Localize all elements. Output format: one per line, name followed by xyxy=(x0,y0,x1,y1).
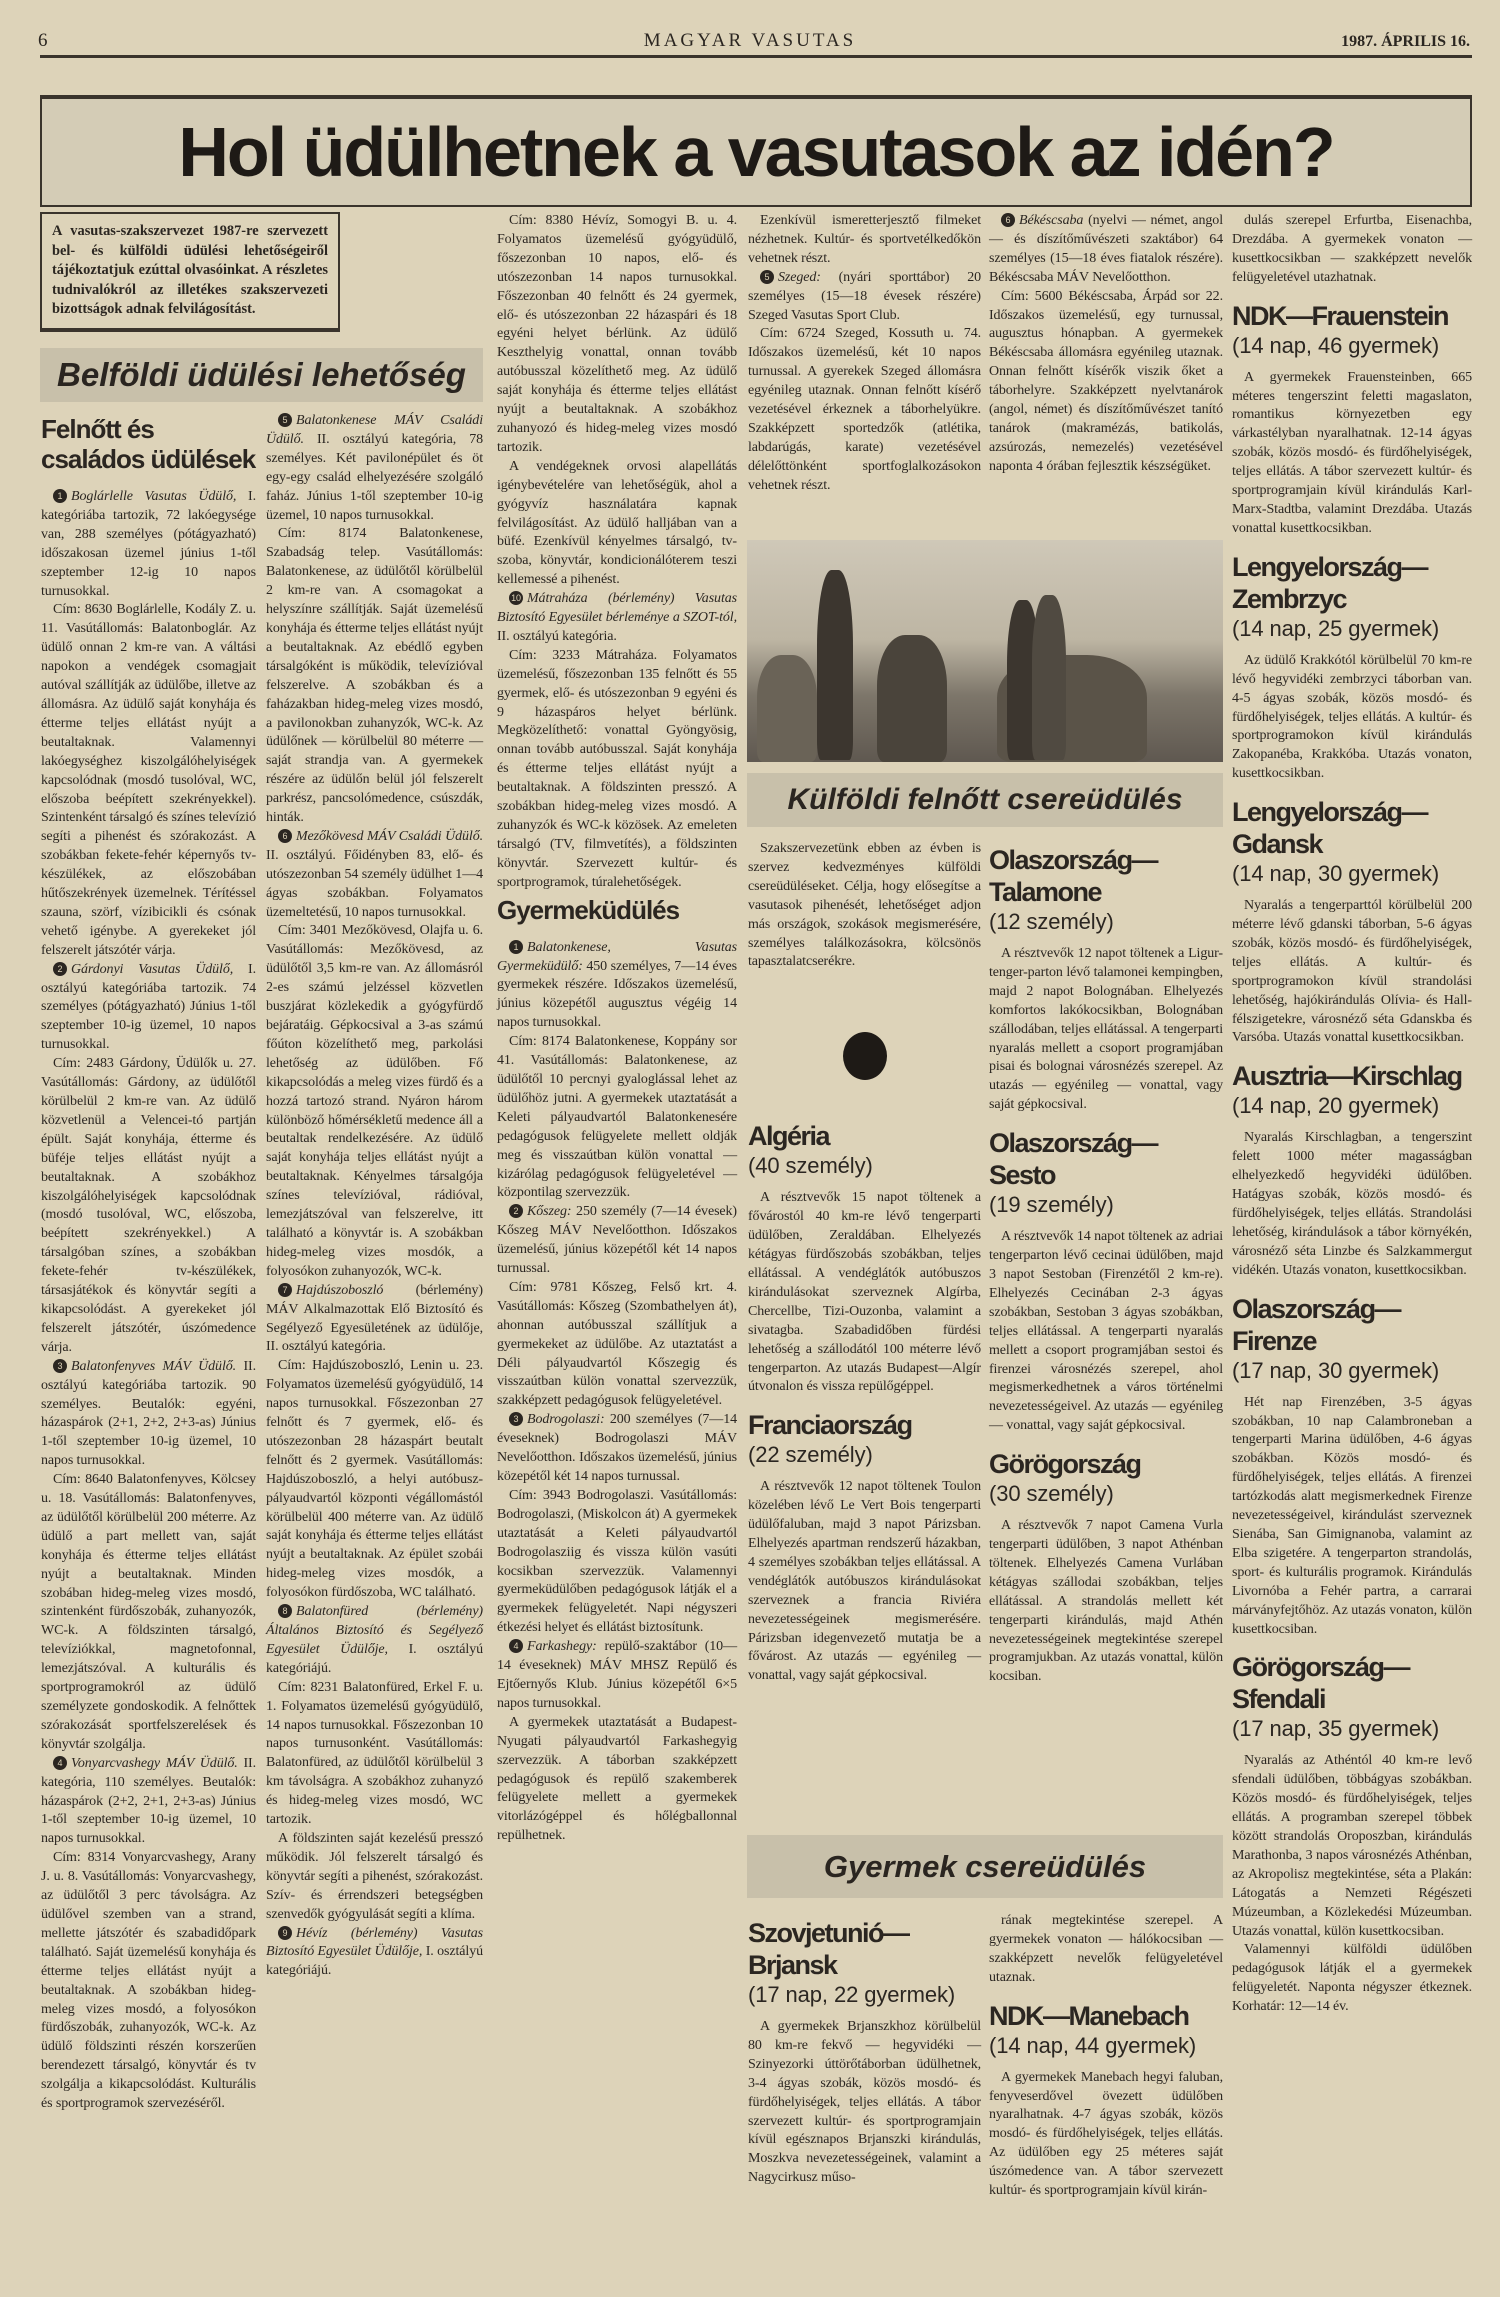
numbered-entry xyxy=(41,961,256,1056)
entry-text: 200 személyes (7—14 éveseknek) Bodrogolaszi MÁV Nevelőotthon. Időszakos üzemelésű, június közepétől két 14 napos turnussal. xyxy=(497,1412,737,1484)
paragraph: Cím: 2483 Gárdony, Üdülők u. 27. Vasútállomás: Gárdony, az üdülőtől körülbelül 2 km-re van. Az üdülő közvetlenül a Velencei-tó partján épült. Saját konyhája, étterme és büféje teljes ellátást nyújt a beutaltaknak. A szobákhoz kiszolgálóhelyiségek kapcsolódnak (mosdó tusolóval, WC, előszoba, beépített szekrényekkel.) A társalgóban színes, a szobákban fekete-fehér tv-készülékek, társasjátékok és könyvtár segíti a kikapcsolódást. A gyerekeket jól felszerelt játszótér, úszómedence várja. xyxy=(41,1056,256,1355)
paragraph: Nyaralás az Athéntól 40 km-re levő sfendali üdülőben, többágyas szobákban. Közös mosdó- és fürdőhelyiségek, teljes ellátás. A programban szerepel többek között strandolás Oroposzban, kirándulás Marathonba, 3 napos városnézés Athénban, az Akropolisz megtekintése, séta a Plakán: Látogatás a Nemzeti Régészeti Múzeumban, a Közlekedési Múzeumban. Utazás vonattal, külön kusettkocsiban. xyxy=(1232,1753,1472,1939)
destination-subtitle: (14 nap, 44 gyermek) xyxy=(989,2032,1197,2058)
number-badge-icon: 3 xyxy=(53,1359,67,1373)
destination-title: Görögország—Sfendali xyxy=(1232,1652,1410,1715)
numbered-entry xyxy=(266,1282,483,1358)
entry-text: repülő-szaktábor (10—14 éveseknek) MÁV MHSZ Repülő és Ejtőernyős Klub. Június közepétől 6×5 napos turnusokkal. xyxy=(497,1639,737,1711)
entry-name: Mezőkövesd MÁV Családi Üdülő. xyxy=(296,828,483,844)
newspaper-name: MAGYAR VASUTAS xyxy=(643,30,857,51)
destination-title: NDK—Manebach xyxy=(989,2000,1189,2031)
numbered-entry xyxy=(497,1411,737,1487)
paragraph: Nyaralás a tengerparttól körülbelül 200 méterre lévő gdanski táborban, 5-6 ágyas szobák, közös mosdó- és fürdőhelyiségek, teljes ellátás. A kultúr- és sportprogramokon kívül strandolási lehetőség, hajókirándulás Olívia- és Hall-félszigetekre, városnéző séta Gdanskba és Varsóba. Utazás vonattal kusettkocsikban. xyxy=(1232,898,1472,1046)
entry-text: I. osztályú kategóriájú. xyxy=(266,1641,483,1676)
paragraph: Cím: 8630 Boglárlelle, Kodály Z. u. 11. Vasútállomás: Balatonboglár. Az üdülő onnan 2 km-re van. A váltási napokon a vendégek csomagjait autóval szállítják az üdülőbe, illetve az állomásra. Az üdülő saját konyhája és étterme teljes ellátást nyújt a beutaltaknak. Valamennyi lakóegységhez kiszolgálóhelyiségek kapcsolódnak (mosdó tusolóval, WC, előszoba beépített szekrényekkel). Szintenként társalgó és színes televízió segíti a pihenést és szórakozást. A szobákban fekete-fehér képernyős tv-készülékek, az előszobában hűtőszekrények üzemelnek. Térítéssel szauna, szörf, vízibicikli és csónak vehető igénybe. A gyerekeket jól felszerelt játszótér várja. xyxy=(41,602,256,958)
number-badge-icon: 10 xyxy=(509,591,523,605)
number-badge-icon: 1 xyxy=(53,489,67,503)
number-badge-icon: 8 xyxy=(278,1604,292,1618)
numbered-entry xyxy=(989,212,1223,288)
entry-text: I. kategóriába tartozik, 72 lakóegysége van, 288 személyes (pótágyazható) időszakosan üzemel június 1-től szeptember 12-ig 10 napos turnusokkal. xyxy=(41,489,256,599)
destination-title: Olaszország— Talamone xyxy=(989,845,1158,907)
entry-text: II. osztályú kategória. xyxy=(497,628,617,644)
destination-title: Olaszország—Firenze xyxy=(1232,1293,1401,1356)
number-badge-icon: 6 xyxy=(1001,213,1015,227)
entry-name: Balatonkenese MÁV Családi Üdülő. xyxy=(266,413,483,447)
entry-text: (bérlemény) MÁV Alkalmazottak Elő Biztosító és Segélyező Egyesületének az üdülője, II. osztályú kategória. xyxy=(266,1282,483,1355)
number-badge-icon: 4 xyxy=(509,1639,523,1653)
paragraph: Cím: 6724 Szeged, Kossuth u. 74. Időszakos üzemelésű, két 10 napos turnussal. A gyerekek Szeged állomásra egyénileg utaznak. Onnan felnőtt kísérő vezetésével érkeznek a táborhelyükre. Szakképzett sportedzők (atlétika, labdarúgás, karate) vezetésével délelőttönként sportfoglalkozásokon vehetnek részt. xyxy=(748,326,981,493)
entry-name: Szeged: xyxy=(778,269,821,285)
numbered-entry xyxy=(497,1638,737,1714)
entry-text: 250 személy (7—14 évesek) Kőszeg MÁV Nevelőotthon. Időszakos üzemelésű, június közepétől két 14 napos turnussal. xyxy=(497,1204,737,1277)
destination-subtitle: (30 személy) xyxy=(989,1481,1114,1507)
paragraph: Cím: 8640 Balatonfenyves, Kölcsey u. 18. Vasútállomás: Balatonfenyves, az üdülőtől körülbelül 200 méterre. Az üdülő a part mellett van, saját konyhája és étterme teljes ellátást nyújt a beutaltaknak. Minden szobában hideg-meleg vizes mosdó, szintenként fürdőszobák, zuhanyozók, WC-k. A földszinten társalgó, televíziókkal, magnetofonnal, lemezjátszóval. A kulturális és sportprogramokról az üdülő személyzete gondoskodik. A felnőttek szórakozását sportfelszerelések és könyvtár szolgálja. xyxy=(41,1472,256,1752)
destination-title: Szovjetunió— Brjansk xyxy=(748,1918,909,1980)
destination-subtitle: (22 személy) xyxy=(748,1442,873,1468)
destination-subtitle: (17 nap, 35 gyermek) xyxy=(1232,1716,1440,1742)
paragraph: Cím: 8231 Balatonfüred, Erkel F. u. 1. Folyamatos üzemelésű gyógyüdülő, 14 napos turnusokkal. Főszezonban 10 napos turnusonként. Vasútállomás: Balatonfüred, az üdülőtől körülbelül 3 km távolságra. A szobákhoz zuhanyzó és hideg-meleg vizes mosdó, WC tartozik. xyxy=(266,1679,483,1828)
paragraph: Cím: 5600 Békéscsaba, Árpád sor 22. Időszakos üzemelésű, egy turnussal, augusztus hónapban. A gyermekek Békéscsaba állomásra egyénileg utaznak. Onnan felnőtt kísérők viszik őket a táborhelyre. Szakképzett nyelvtanárok (angol, német) és díszítőművészet tanító tanárok (makramézás, batikolás, azsúrozás, nemezelés) vezetésével naponta 4 órában fejlesztik készségüket. xyxy=(989,288,1223,474)
column-1 xyxy=(41,412,256,2114)
column-5-top xyxy=(989,212,1223,477)
paragraph: A résztvevők 15 napot töltenek a fővárostól 40 km-re lévő tengerparti üdülőben, Zeraldában. Elhelyezés kétágyas fürdőszobás szobákban, teljes ellátással. A vendéglátók autóbuszos kirándulásokat szerveznek Algírba, Chercellbe, Tizi-Ouzonba, valamint a sivatagba. Szabadidőben fürdési lehetőség a szállodától 100 méterre lévő tengerparton. Az utazás Budapest—Algír útvonalon és vissza repülőgéppel. xyxy=(748,1190,981,1395)
destination-title: Olaszország— Sesto xyxy=(989,1128,1158,1191)
destination-title: Algéria xyxy=(748,1121,830,1152)
entry-text: II. osztályú kategóriába tartozik. 90 személyes. Beutalók: egyéni, házaspárok (2+1, 2+2, 2+3-as) Június 1-től szeptember 10-ig üzemel, 10 napos turnusokkal. xyxy=(41,1358,256,1469)
paragraph: A résztvevők 12 napot töltenek Toulon közelében lévő Le Vert Bois tengerparti üdülőfaluban, majd 3 napot Párizsban. Elhelyezés apartman rendszerű házakban, 4 személyes szobákban teljes ellátással. A vendéglátók autóbuszos kirándulásokat szerveznek a francia Riviéra nevezetességeinek megismerésére. Párizsban idegenvezető mutatja be a fővárost. Az utazás — egyénileg — vonattal, vagy saját gépkocsival. xyxy=(748,1479,981,1684)
number-badge-icon: 2 xyxy=(53,962,67,976)
paragraph: Valamennyi külföldi üdülőben pedagógusok látják el a gyermekek felügyeletét. Naponta négyszer étkeznek. Korhatár: 12—14 év. xyxy=(1232,1942,1472,2015)
destination-title: NDK—Frauenstein xyxy=(1232,300,1449,331)
numbered-entry xyxy=(266,412,483,525)
column-6 xyxy=(1232,212,1472,2017)
numbered-entry xyxy=(266,1925,483,1982)
paragraph: A gyermekek Brjanszkhoz körülbelül 80 km-re fekvő — hegyvidéki — Szinyezorki úttörőtáborban üdülhetnek, 3-4 ágyas szobák, közös mosdó- és fürdőhelyiségek, teljes ellátás. A tábor szervezett kultúr- és sportprogramjain kívül egésznapos Brjanszki kirándulás, Moszkva nevezetességeinek, valamint a Nagycirkusz műso- xyxy=(748,2019,981,2186)
bullet-dot-icon xyxy=(843,1032,887,1080)
paragraph: Cím: 8174 Balatonkenese, Szabadság telep. Vasútállomás: Balatonkenese, az üdülőtől körülbelül 2 km-re van. A csomagokat a helyszínre szállítják. Saját üzemelésű konyhája és étterme teljes ellátást nyújt a beutaltaknak. Az ebédlő egyben társalgóként is működik, televízióval felszerelve. A szobákban és a faházakban hideg-meleg vizes mosdó, a pavilonokban zuhanyzók, WC-k. Az üdülőnek — körülbelül 80 méterre — saját strandja van. A gyermekek részére az üdülőn belül jól felszerelt parkrész, pancsolómedence, csúszdák, hinták. xyxy=(266,526,483,826)
numbered-entry xyxy=(41,1755,256,1850)
issue-date: 1987. ÁPRILIS 16. xyxy=(1341,33,1470,50)
paragraph: A földszinten saját kezelésű presszó működik. Jól felszerelt társalgó és könyvtár segíti a pihenést, szórakozást. Szív- és érrendszeri betegségben szenvedők gyógyulását segíti a klíma. xyxy=(266,1830,483,1922)
number-badge-icon: 3 xyxy=(509,1412,523,1426)
column-4-bottom xyxy=(748,1905,981,2188)
paragraph: Cím: 3233 Mátraháza. Folyamatos üzemelésű, főszezonban 135 felnőtt és 55 gyermek, elő- és utószezonban 9 egyéni és 9 házaspáros helyet bérlünk. Megközelíthető: vonattal Gyöngyösig, onnan tovább autóbusszal. Saját konyhája és étterme teljes ellátást nyújt a beutaltaknak. A földszinten presszó. A szobákban hideg-meleg vizes mosdó. A zuhanyzók és WC-k közösek. Az emeleten társalgó (TV, filmvetítés), a földszinten könyvtár. Szervezett kultúr- és sportprogramok, túralehetőségek. xyxy=(497,647,737,890)
entry-name: Balatonfenyves MÁV Üdülő. xyxy=(71,1358,237,1374)
page-number: 6 xyxy=(38,30,51,51)
headline: Hol üdülhetnek a vasutasok az idén? xyxy=(178,113,1334,191)
column-4-middle xyxy=(748,840,981,1686)
number-badge-icon: 5 xyxy=(760,270,774,284)
banner-foreign-adult: Külföldi felnőtt csereüdülés xyxy=(747,773,1223,827)
paragraph: Cím: Hajdúszoboszló, Lenin u. 23. Folyamatos üzemelésű gyógyüdülő, 14 napos turnusokkal. Főszezonban 27 felnőtt és 7 gyermek, elő- és utószezonban 28 házaspárt beutalt felnőtt és 2 gyermek. Vasútállomás: Hajdúszoboszló, a helyi autóbusz-pályaudvartól központi végállomástól körülbelül 400 méterre van. Az üdülő saját konyhája és étterme teljes ellátást nyújt a beutaltaknak. Az épület szobái hideg-meleg vizes mosdók, a folyosókon fürdőszoba, WC található. xyxy=(266,1358,483,1601)
paragraph: Cím: 3401 Mezőkövesd, Olajfa u. 6. Vasútállomás: Mezőkövesd, az üdülőtől 3,5 km-re van. Az állomásról 2-es számú jelzéssel közvetlen buszjárat közlekedik a gyógyfürdő bejáratáig. Gépkocsival a 3-as számú főúton közelíthető meg, parkolási lehetőség az üdülőben. Fő kikapcsolódás a meleg vizes fürdő és a hozzá tartozó strand. Nyáron három különböző hőmérsékletű medence áll a beutaltak rendelkezésére. Az üdülő saját konyhája teljes ellátást nyújt a beutaltaknak. Kényelmes társalgója színes televízióval, rádióval, lemezjátszóval van felszerelve, itt található a könyvtár is. A szobákban hideg-meleg vizes mosdók, a folyosókon zuhanyozók, WC-k. xyxy=(266,923,483,1279)
number-badge-icon: 1 xyxy=(509,940,523,954)
entry-name: Hajdúszoboszló xyxy=(296,1282,384,1298)
entry-name: Gárdonyi Vasutas Üdülő, xyxy=(71,961,234,977)
entry-text: I. osztályú kategóriájú. xyxy=(266,1944,484,1979)
paragraph: Hét nap Firenzében, 3-5 ágyas szobákban, 10 nap Calambroneban a tengerparti Marina üdülőben, 4-6 ágyas szobákban. Közös mosdó- és fürdőhelyiségek, teljes ellátás. A firenzei tartózkodás alatt megismerkednek Firenze nevezetességeivel, kirándulást szerveznek Sienába, San Gimignanoba, valamint az Elba szigetére. A tengerparton strandolás, sport- és kulturális programok. Kirándulás Livornóba a Fehér partra, a carrarai márványfejtőhöz. Az utazás vonaton, külön kusettkocsiban. xyxy=(1232,1394,1472,1637)
entry-text: II. osztályú kategória, 78 személyes. Két pavilonépület és öt egy-egy család elhelyezésére szolgáló faház. Június 1-től szeptember 10-ig üzemel, 10 napos turnusokkal. xyxy=(266,431,483,523)
entry-name: Farkashegy: xyxy=(527,1639,597,1655)
entry-name: Kőszeg: xyxy=(527,1204,572,1220)
number-badge-icon: 4 xyxy=(53,1756,67,1770)
entry-text: 450 személyes, 7—14 éves gyermekek részére. Időszakos üzemelésű, június közepétől augusztus végéig 14 napos turnusokkal. xyxy=(497,958,737,1031)
intro-box: A vasutas-szakszervezet 1987-re szervezett bel- és külföldi üdülési lehetőségeiről tájékoztatjuk ezúttal olvasóinkat. A részletes tudnivalókról az illetékes szakszervezeti bizottságok adnak felvilágosítást. xyxy=(40,212,340,332)
header-rule xyxy=(40,55,1472,58)
entry-name: Bodrogolaszi: xyxy=(527,1412,605,1428)
column-5-bottom xyxy=(989,1912,1223,2201)
destination-title: Görögország xyxy=(989,1449,1141,1480)
number-badge-icon: 7 xyxy=(278,1283,292,1297)
destination-subtitle: (12 személy) xyxy=(989,909,1114,934)
entry-name: Balatonfüred (bérlemény) Általános Biztosító és Segélyező Egyesület Üdülője, xyxy=(266,1604,483,1657)
entry-text: II. osztályú. Főidényben 83, elő- és utószezonban 54 személy üdülhet 1—4 ágyas szobákban. Folyamatos üzemeltetésű, 10 napos turnusokkal. xyxy=(266,847,483,920)
paragraph: Cím: 8314 Vonyarcvashegy, Arany J. u. 8. Vasútállomás: Vonyarcvashegy, az üdülőtől 3 perc távolságra. Az üdülővel szemben van a strand, mellette játszótér és szabadidőpark található. Saját üzemelésű konyhája és étterme teljes ellátást nyújt a beutaltaknak. A szobákban hideg-meleg vizes mosdó, a folyosókon fürdőszobák, zuhanyozók, WC-k. Az üdülő földszinti részén korszerűen berendezett társalgó, könyvtár és tv szolgálja a kikapcsolódást. Kulturális és sportprogramok szervezéséről. xyxy=(41,1850,256,2112)
destination-subtitle: (40 személy) xyxy=(748,1153,873,1179)
destination-title: Ausztria—Kirschlag xyxy=(1232,1061,1462,1092)
photo-children-at-beach xyxy=(747,540,1223,762)
numbered-entry xyxy=(748,269,981,326)
entry-name: Boglárlelle Vasutas Üdülő, xyxy=(71,489,237,504)
numbered-entry xyxy=(41,488,256,601)
paragraph: A gyermekek Frauensteinben, 665 méteres tengerszint feletti magaslaton, romantikus környezetben egy várkastélyban nyaralhatnak. 12-14 ágyas szobák, közös mosdó- és fürdőhelyiségek, teljes ellátás. A tábor szervezett kultúr- és sportprogramjain kívül kirándulás Karl-Marx-Stadtba, valamint Drezdába. Utazás vonattal kusettkocsikban. xyxy=(1232,369,1472,536)
paragraph: Cím: 8380 Hévíz, Somogyi B. u. 4. Folyamatos üzemelésű gyógyüdülő, főszezonban 10 napos, elő- és utószezonban 14 napos turnusokkal. Főszezonban 40 felnőtt és 24 gyermek, elő- és utószezonban 22 házaspári és 18 egyéni helyet bérlünk. Az üdülő Keszthelyig vonattal, onnan tovább autóbusszal közelíthető meg. Az üdülő saját konyhája és étterme teljes ellátást nyújt a beutaltaknak. A szobákhoz zuhanyozó és hideg-meleg vizes mosdó tartozik. xyxy=(497,213,737,455)
numbered-entry xyxy=(266,1603,483,1679)
numbered-entry xyxy=(266,828,483,923)
numbered-entry xyxy=(497,590,737,647)
paragraph: Szakszervezetünk ebben az évben is szervez kedvezményes külföldi csereüdüléseket. Célja, hogy elősegítse a vasutasok pihenését, lehetőséget adjon más országok, szokások megismerésére, személyes találkozásokra, kölcsönös tapasztalatcserékre. xyxy=(748,841,981,970)
number-badge-icon: 2 xyxy=(509,1204,523,1218)
banner-foreign-child: Gyermek csereüdülés xyxy=(747,1835,1223,1898)
paragraph: Ezenkívül ismeretterjesztő filmeket nézhetnek. Kultúr- és sportvetélkedőkön vehetnek részt. xyxy=(748,213,981,266)
paragraph: Az üdülő Krakkótól körülbelül 70 km-re lévő hegyvidéki zembrzyci táborban van. 4-5 ágyas szobák, közös mosdó- és fürdőhelyiségek, teljes ellátás. A kultúr- és sportprogramokon kívül kirándulás Zakopanéba, Krakkóba. Utazás vonaton, kusettkocsikban. xyxy=(1232,652,1472,782)
destination-title: Lengyelország— Gdansk xyxy=(1232,797,1428,860)
headline-box xyxy=(40,95,1472,207)
paragraph: Cím: 3943 Bodrogolaszi. Vasútállomás: Bodrogolaszi, (Miskolcon át) A gyermekek utaztatását a Keleti pályaudvartól Bodrogolasziig és vissza külön vasúti kocsikban szervezzük. Valamennyi gyermeküdülőben pedagógusok látják el a gyermekek felügyeletét. Napi négyszeri étkezési helyet és ellátást biztosítunk. xyxy=(497,1487,737,1636)
entry-text: I. osztályú kategóriába tartozik. 74 személyes (pótágyazható) Június 1-től szeptember 10-ig üzemel, 10 napos turnusokkal. xyxy=(41,961,256,1053)
column-3 xyxy=(497,212,737,1846)
destination-subtitle: (14 nap, 30 gyermek) xyxy=(1232,861,1440,887)
entry-name: Mátraháza (bérlemény) Vasutas Biztosító Egyesület bérleménye a SZOT-tól, xyxy=(497,591,737,626)
paragraph: dulás szerepel Erfurtba, Eisenachba, Drezdába. A gyermekek vonaton — kusettkocsikban — szakképzett nevelők felügyeletével utazhatnak. xyxy=(1232,213,1472,285)
entry-name: Vonyarcvashegy MÁV Üdülő. xyxy=(71,1755,238,1771)
entry-text: (nyári sporttábor) 20 személyes (15—18 évesek részére) Szeged Vasutas Sport Club. xyxy=(748,269,981,323)
numbered-entry xyxy=(41,1358,256,1471)
section-heading: Gyermeküdülés xyxy=(497,894,680,925)
section-heading: Felnőtt és családos üdülések xyxy=(41,414,256,474)
numbered-entry xyxy=(497,1203,737,1279)
entry-name: Békéscsaba xyxy=(1019,213,1084,228)
banner-domestic: Belföldi üdülési lehetőség xyxy=(40,348,483,402)
destination-subtitle: (19 személy) xyxy=(989,1192,1114,1218)
column-2 xyxy=(266,412,483,1981)
number-badge-icon: 5 xyxy=(278,413,292,427)
paragraph: rának megtekintése szerepel. A gyermekek vonaton — hálókocsiban — szakképzett nevelők felügyeletével utaznak. xyxy=(989,1913,1223,1985)
destination-title: Franciaország xyxy=(748,1410,912,1441)
destination-subtitle: (17 nap, 30 gyermek) xyxy=(1232,1357,1440,1383)
paragraph: A résztvevők 14 napot töltenek az adriai tengerparton lévő cecinai üdülőben, majd 3 napot Sestoban (Firenzétől 2 km-re). Elhelyezés Cecinában 2-3 ágyas szobákban, Sestoban 3 ágyas szobákban, teljes ellátással. A tengerparti nyaralás mellett a csoport programjában sestoi és firenzei városnézés szerepel, ahol megismerkedhetnek a város történelmi nevezetességeivel. Az utazás — egyénileg — vonattal, vagy saját gépkocsival. xyxy=(989,1229,1223,1434)
entry-text: II. kategória, 110 személyes. Beutalók: házaspárok (2+2, 2+1, 2+3-as) Június 1-től szeptember 10-ig üzemel, 10 napos turnusokkal. xyxy=(41,1755,256,1847)
paragraph: A résztvevők 7 napot Camena Vurla tengerparti üdülőben, 3 napot Athénban töltenek. Elhelyezés Camena Vurlában kétágyas szállodai szobákban, teljes ellátással. A strandolás mellett két tengerparti kirándulás, majd Athén nevezetességeinek megtekintése szerepel programjukban. Az utazás vonattal, külön kocsiban. xyxy=(989,1518,1223,1685)
entry-name: Hévíz (bérlemény) Vasutas Biztosító Egyesület Üdülője, xyxy=(266,1925,483,1960)
paragraph: A gyermekek Manebach hegyi faluban, fenyveserdővel övezett üdülőben nyaralhatnak. 4-7 ágyas szobák, közös mosdó- és fürdőhelyiségek, teljes ellátás. Az üdülőben egy 25 méteres saját úszómedence van. A tábor szervezett kultúr- és sportprogramjain kívül kirán- xyxy=(989,2069,1223,2199)
destination-subtitle: (14 nap, 25 gyermek) xyxy=(1232,615,1440,641)
destination-subtitle: (17 nap, 22 gyermek) xyxy=(748,1982,956,2007)
column-5-middle xyxy=(989,832,1223,1687)
destination-title: Lengyelország— Zembrzyc xyxy=(1232,551,1428,614)
numbered-entry xyxy=(497,939,737,1034)
paragraph: Nyaralás Kirschlagban, a tengerszint felett 1000 méter magasságban elhelyezkedő hegyvidéki üdülőben. Hatágyas szobák, közös mosdó- és fürdőhelyiségek, teljes ellátás. Strandolási lehetőség, kirándulások a tábor környékén, városnéző séta Linzbe és Salzkammergut vidékén. Utazás vonaton, kusettkocsikban. xyxy=(1232,1130,1472,1278)
number-badge-icon: 9 xyxy=(278,1926,292,1940)
destination-subtitle: (14 nap, 20 gyermek) xyxy=(1232,1093,1440,1119)
destination-subtitle: (14 nap, 46 gyermek) xyxy=(1232,332,1440,358)
paragraph: A gyermekek utaztatását a Budapest-Nyugati pályaudvartól Farkashegyig szervezzük. A táborban szakképzett pedagógusok és repülő szakemberek felügyelete mellett a gyermekek vitorlázógéppel és hőlégballonnal repülhetnek. xyxy=(497,1714,737,1844)
entry-text: (nyelvi — német, angol — és díszítőművészeti szaktábor) 64 személyes (15—18 éves fiatalok részére). Békéscsaba MÁV Nevelőotthon. xyxy=(989,213,1223,285)
paragraph: A résztvevők 12 napot töltenek a Ligur-tenger-parton lévő talamonei kempingben, majd 2 napot Bolognában. Elhelyezés komfortos lakókocsikban, Bolognában szállodában, teljes ellátással. A tengerparti nyaralás mellett a csoport programjában pisai és bolognai városnézés szerepel. Az utazás — egyénileg — vonattal, vagy saját gépkocsival. xyxy=(989,946,1223,1113)
paragraph: Cím: 8174 Balatonkenese, Koppány sor 41. Vasútállomás: Balatonkenese, az üdülőtől 10 percnyi gyaloglással lehet az üdülőhöz jutni. A gyermekek utaztatását a Keleti pályaudvartól Balatonkenesére pedagógusok felügyelete mellett oldják meg és visszaútban külön vonattal — kizárólag pedagógusok felügyeletével — központilag szervezzük. xyxy=(497,1034,737,1201)
number-badge-icon: 6 xyxy=(278,829,292,843)
column-4-top xyxy=(748,212,981,496)
paragraph: A vendégeknek orvosi alapellátás igénybevételére van lehetőségük, ahol a gyógyvíz használatára kapnak felvilágosítást. Az üdülő halljában van a büfé. Ezenkívül kényelmes társalgó, tv-szoba, könyvtár, kondicionálóterem teszi kellemessé a pihenést. xyxy=(497,458,737,588)
paragraph: Cím: 9781 Kőszeg, Felső krt. 4. Vasútállomás: Kőszeg (Szombathelyen át), ahonnan autóbusszal szállítjuk a gyermekeket az üdülőbe. Az utaztatást a Déli pályaudvartól Kőszegig és visszaútban külön vonattal szervezzük, szakképzett pedagógusok felügyeletével. xyxy=(497,1279,737,1409)
entry-name: Balatonkenese, Vasutas Gyermeküdülő: xyxy=(497,939,737,974)
